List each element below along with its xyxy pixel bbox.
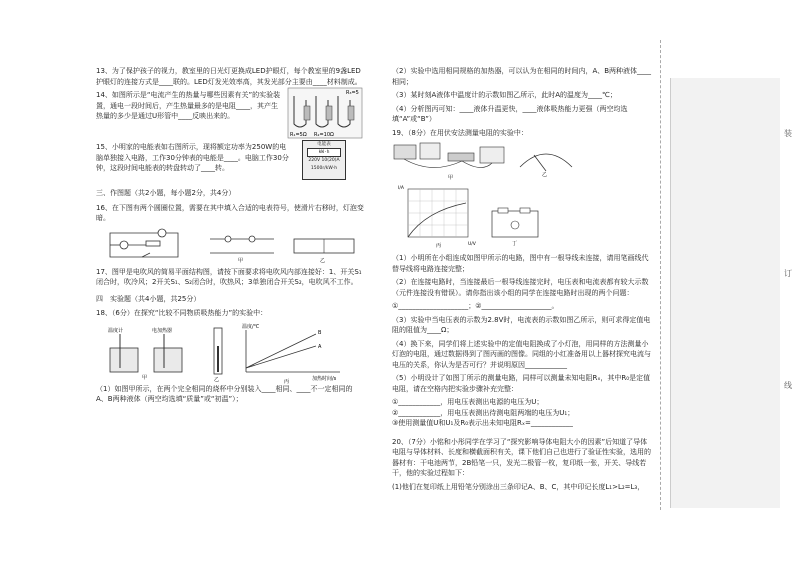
u-tube-figure <box>286 86 364 140</box>
electric-meter-figure <box>302 140 346 180</box>
rx-circuit-figure <box>488 207 544 247</box>
question-19-step-2: ②____________，用电压表测出待测电阻两端的电压为U₁； <box>392 408 575 417</box>
svg-text:B: B <box>318 329 322 336</box>
label-ding-19: 丁 <box>512 241 518 247</box>
question-15-block <box>96 142 364 182</box>
hairdryer-figure-a <box>208 231 278 263</box>
ammeter-figure <box>516 145 576 177</box>
beaker-figure <box>104 324 200 380</box>
question-18-sub2: （2）实验中选用相同规格的加热器，可以认为在相同的时间内，A、B两种液体____相同； <box>392 67 652 86</box>
binding-char-zhuang: 装 <box>784 129 792 138</box>
question-18-sub3: （3）某时刻A液体中温度计的示数如图乙所示，此时A的温度为____℃； <box>392 91 617 99</box>
question-18-sub1: （1）如图甲所示，在两个完全相同的烧杯中分别装入____相同、____不一定相同的A、B两种液体（两空均选填“质量”或“初温”）； <box>96 384 353 403</box>
iv-graph <box>396 183 482 249</box>
axis-i-label: I/A <box>398 186 404 191</box>
question-17: 17、图甲是电吹风的简易平面结构图，请按下面要求将电吹风内部连接好：1、开关S₁闭合时，吹冷风；2开关S₁、S₂闭合时，吹热风；3单独闭合开关S₂，电吹风不工作。 <box>96 267 362 286</box>
circuit-photo-figure <box>392 141 510 181</box>
binding-margin <box>656 40 790 510</box>
question-18-sub4: （4）分析图丙可知：____液体升温更快，____液体吸热能力更强（两空均选填“A”或“B”） <box>392 104 628 123</box>
circuit-figure <box>102 227 188 263</box>
question-16: 16、在下图有两个圆圈位置，需要在其中填入合适的电表符号，使滑片右移时，灯泡变暗。 <box>96 203 364 222</box>
section-4-title: 四 实验题（共4小题，共25分） <box>96 294 201 303</box>
question-19-sub4: （4）换下来，同学们将上述实验中的定值电阻换成了小灯泡，用同样的方法测量小灯泡的电阻，通过数据得到了图丙画的图像。同组的小红准备用以上器材探究电流与电压的关系，你认为是否可行？并说明原因____________ <box>392 339 651 369</box>
meter-rating: 220V 10(20)A <box>308 158 340 164</box>
label-yi: 乙 <box>214 376 220 382</box>
temperature-graph <box>236 322 364 384</box>
question-19-sub3: （3）实验中当电压表的示数为2.8V时，电流表的示数如图乙所示，则可求得定值电阻的阻值为____Ω； <box>392 315 651 334</box>
question-13: 13、为了保护孩子的视力，教室里的日光灯更换成LED护眼灯，每个教室里的9盏LED护眼灯的连接方式是____联的。LED灯发光效率高，其发光部分主要由____材料制成。 <box>96 67 362 86</box>
question-18: 18、（6分）在探究“比较不同物质吸热能力”的实验中： <box>96 309 268 317</box>
label-r3: R₃=5 <box>346 90 359 96</box>
axis-u-label: U/V <box>468 242 476 247</box>
label-r1: R₁=5Ω <box>290 132 307 138</box>
binding-dashed-line <box>660 40 661 510</box>
question-19-sub1: （1）小明所在小组连成如图甲所示的电路，图中有一根导线未连接，请用笔画线代替导线将电路连接完整； <box>392 254 649 273</box>
question-14-block <box>96 90 364 142</box>
label-heater: 电加热器 <box>152 327 173 334</box>
axis-y-label: 温度/℃ <box>242 323 260 330</box>
drawing-figures <box>96 227 364 267</box>
section-3-title: 三、作图题（共2小题，每小题2分，共4分） <box>96 189 236 197</box>
question-14: 14、如图所示是“电流产生的热量与哪些因素有关”的实验装置，通电一段时间后，产生热量最多的是电阻____，其产生热量的多少是通过U形管中____反映出来的。 <box>96 91 281 120</box>
question-19-step-1: ①____________，用电压表测出电源的电压为U； <box>392 398 544 406</box>
question-19-sub2: （2）在连接电路时，当连接最后一根导线连接完时，电压表和电流表都有较大示数（元件连接没有错误）。请你指出该小组的同学在连接电路时出现的两个问题： <box>392 278 649 297</box>
question-20: 20、（7分）小铭和小彤同学在学习了“探究影响导体电阻大小的因素”后知道了导体电阻与导体材料、长度和横截面积有关，课下他们自己也进行了验证性实验，选用的器材有：干电池两节，2B铅笔一只，发光二极管一枚，复印纸一张，开关、导线若干，他的实验过程如下： <box>392 437 651 477</box>
binding-char-ding: 订 <box>784 269 792 278</box>
hairdryer-figure-b <box>292 233 360 263</box>
question-15: 15、小明家的电能表如右图所示，现将额定功率为250W的电脑单独接入电路，工作30分钟表的电能是____。电脑工作30分钟，这段时间电能表的转盘转动了____转。 <box>96 143 289 172</box>
binding-strip <box>670 78 780 508</box>
label-bing: 丙 <box>284 378 290 384</box>
label-r2: R₂=10Ω <box>314 132 334 138</box>
meter-unit: kW·h <box>307 148 341 157</box>
q18-figures <box>96 322 364 384</box>
left-column <box>96 66 364 408</box>
label-thermometer: 温度计 <box>108 327 124 334</box>
label-jia: 甲 <box>142 374 148 380</box>
meter-title: 电能表 <box>317 142 331 147</box>
axis-x-label: 加热时间/s <box>312 375 337 382</box>
thermometer-figure <box>208 326 228 382</box>
label-bing-19: 丙 <box>436 243 442 249</box>
meter-constant: 1500r/kW·h <box>310 165 338 171</box>
question-19-sub2-answers: ①____________________；②____________________。 <box>392 302 559 310</box>
question-19: 19、（8分）在用伏安法测量电阻的实验中： <box>392 128 528 137</box>
question-19-sub5: （5）小明设计了如图丁所示的测量电路，同样可以测量未知电阻Rₓ，其中R₀是定值电阻，请在空格内把实验步骤补充完整： <box>392 374 651 393</box>
label-yi-19: 乙 <box>542 172 548 177</box>
svg-text:A: A <box>318 343 322 350</box>
fig-label-jia: 甲 <box>238 257 244 263</box>
question-19-step-3: ③使用测量值U和U₁及R₀表示出未知电阻Rₓ=____________ <box>392 419 573 427</box>
label-jia-19: 甲 <box>448 175 454 181</box>
binding-char-xian: 线 <box>784 381 792 390</box>
question-20-sub1: (1)他们在复印纸上用铅笔分别涂出三条印记A、B、C，其中印记长度L₁>L₂=L₃， <box>392 482 645 491</box>
q19-figures <box>392 141 652 253</box>
fig-label-yi: 乙 <box>320 257 326 263</box>
right-column <box>392 66 652 495</box>
